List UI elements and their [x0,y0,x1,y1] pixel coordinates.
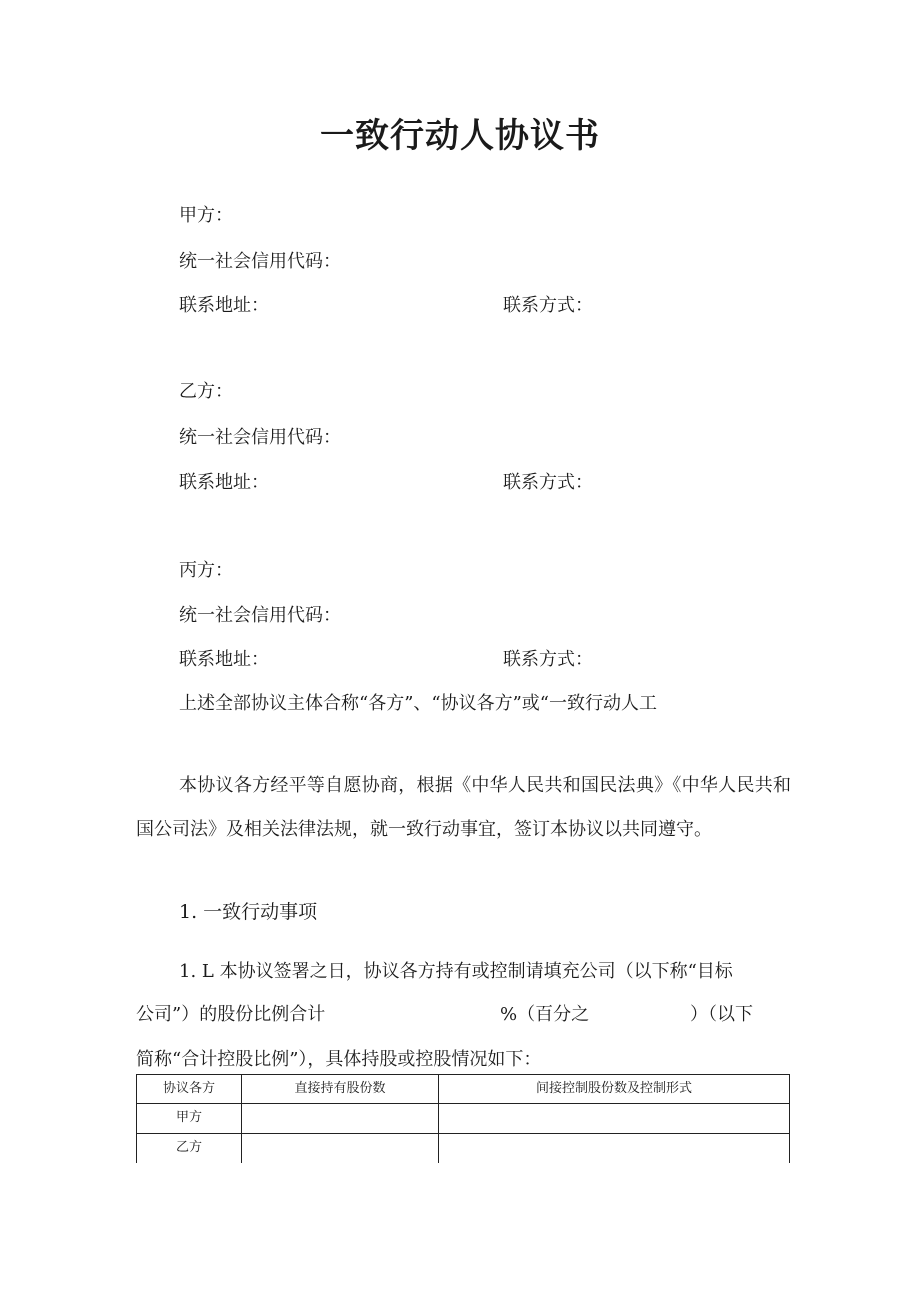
table-cell-indirect[interactable] [439,1134,790,1164]
table-cell-direct[interactable] [242,1104,439,1134]
holdings-table [136,1074,790,1163]
party-a-address-label: 联系地址： [179,295,269,316]
party-a-credit-code-label: 统一社会信用代码： [179,251,341,272]
party-c-label: 丙方： [179,560,233,581]
party-b-label: 乙方： [179,381,233,402]
party-a-label: 甲方： [179,205,233,226]
party-c-address-label: 联系地址： [179,649,269,670]
table-cell-indirect[interactable] [439,1104,790,1134]
page-title: 一致行动人协议书 [320,116,600,156]
table-row [137,1134,790,1164]
table-cell-direct[interactable] [242,1134,439,1164]
clause-1-1-line-2b: %（百分之 [500,1004,590,1025]
party-b-address-label: 联系地址： [179,472,269,493]
preamble-paragraph: 本协议各方经平等自愿协商，根据《中华人民共和国民法典》《中华人民共和国公司法》及相关法律法规，就一致行动事宜，签订本协议以共同遵守。 [136,775,791,840]
table-cell-party: 甲方 [137,1104,242,1134]
table-header-direct-shares: 直接持有股份数 [242,1075,439,1104]
party-c-contact-label: 联系方式： [503,649,593,670]
table-header-party: 协议各方 [137,1075,242,1104]
clause-1-1-line-2c: ）（以下 [690,1004,753,1025]
table-header-indirect-shares: 间接控制股份数及控制形式 [439,1075,790,1104]
party-c-credit-code-label: 统一社会信用代码： [179,605,341,626]
collective-name-statement: 上述全部协议主体合称“各方”、“协议各方”或“一致行动人工 [179,693,658,714]
clause-1-1-line-3: 简称“合计控股比例”），具体持股或控股情况如下： [136,1049,542,1070]
table-header-row [137,1075,790,1104]
party-b-contact-label: 联系方式： [503,472,593,493]
table-row [137,1104,790,1134]
clause-1-1-line-2a: 公司”）的股份比例合计 [136,1004,326,1025]
party-a-contact-label: 联系方式： [503,295,593,316]
clause-1-1-line-1: 1. L 本协议签署之日，协议各方持有或控制请填充公司（以下称“目标 [179,961,733,982]
party-b-credit-code-label: 统一社会信用代码： [179,427,341,448]
section-1-heading: 1. 一致行动事项 [179,901,318,923]
table-cell-party: 乙方 [137,1134,242,1164]
